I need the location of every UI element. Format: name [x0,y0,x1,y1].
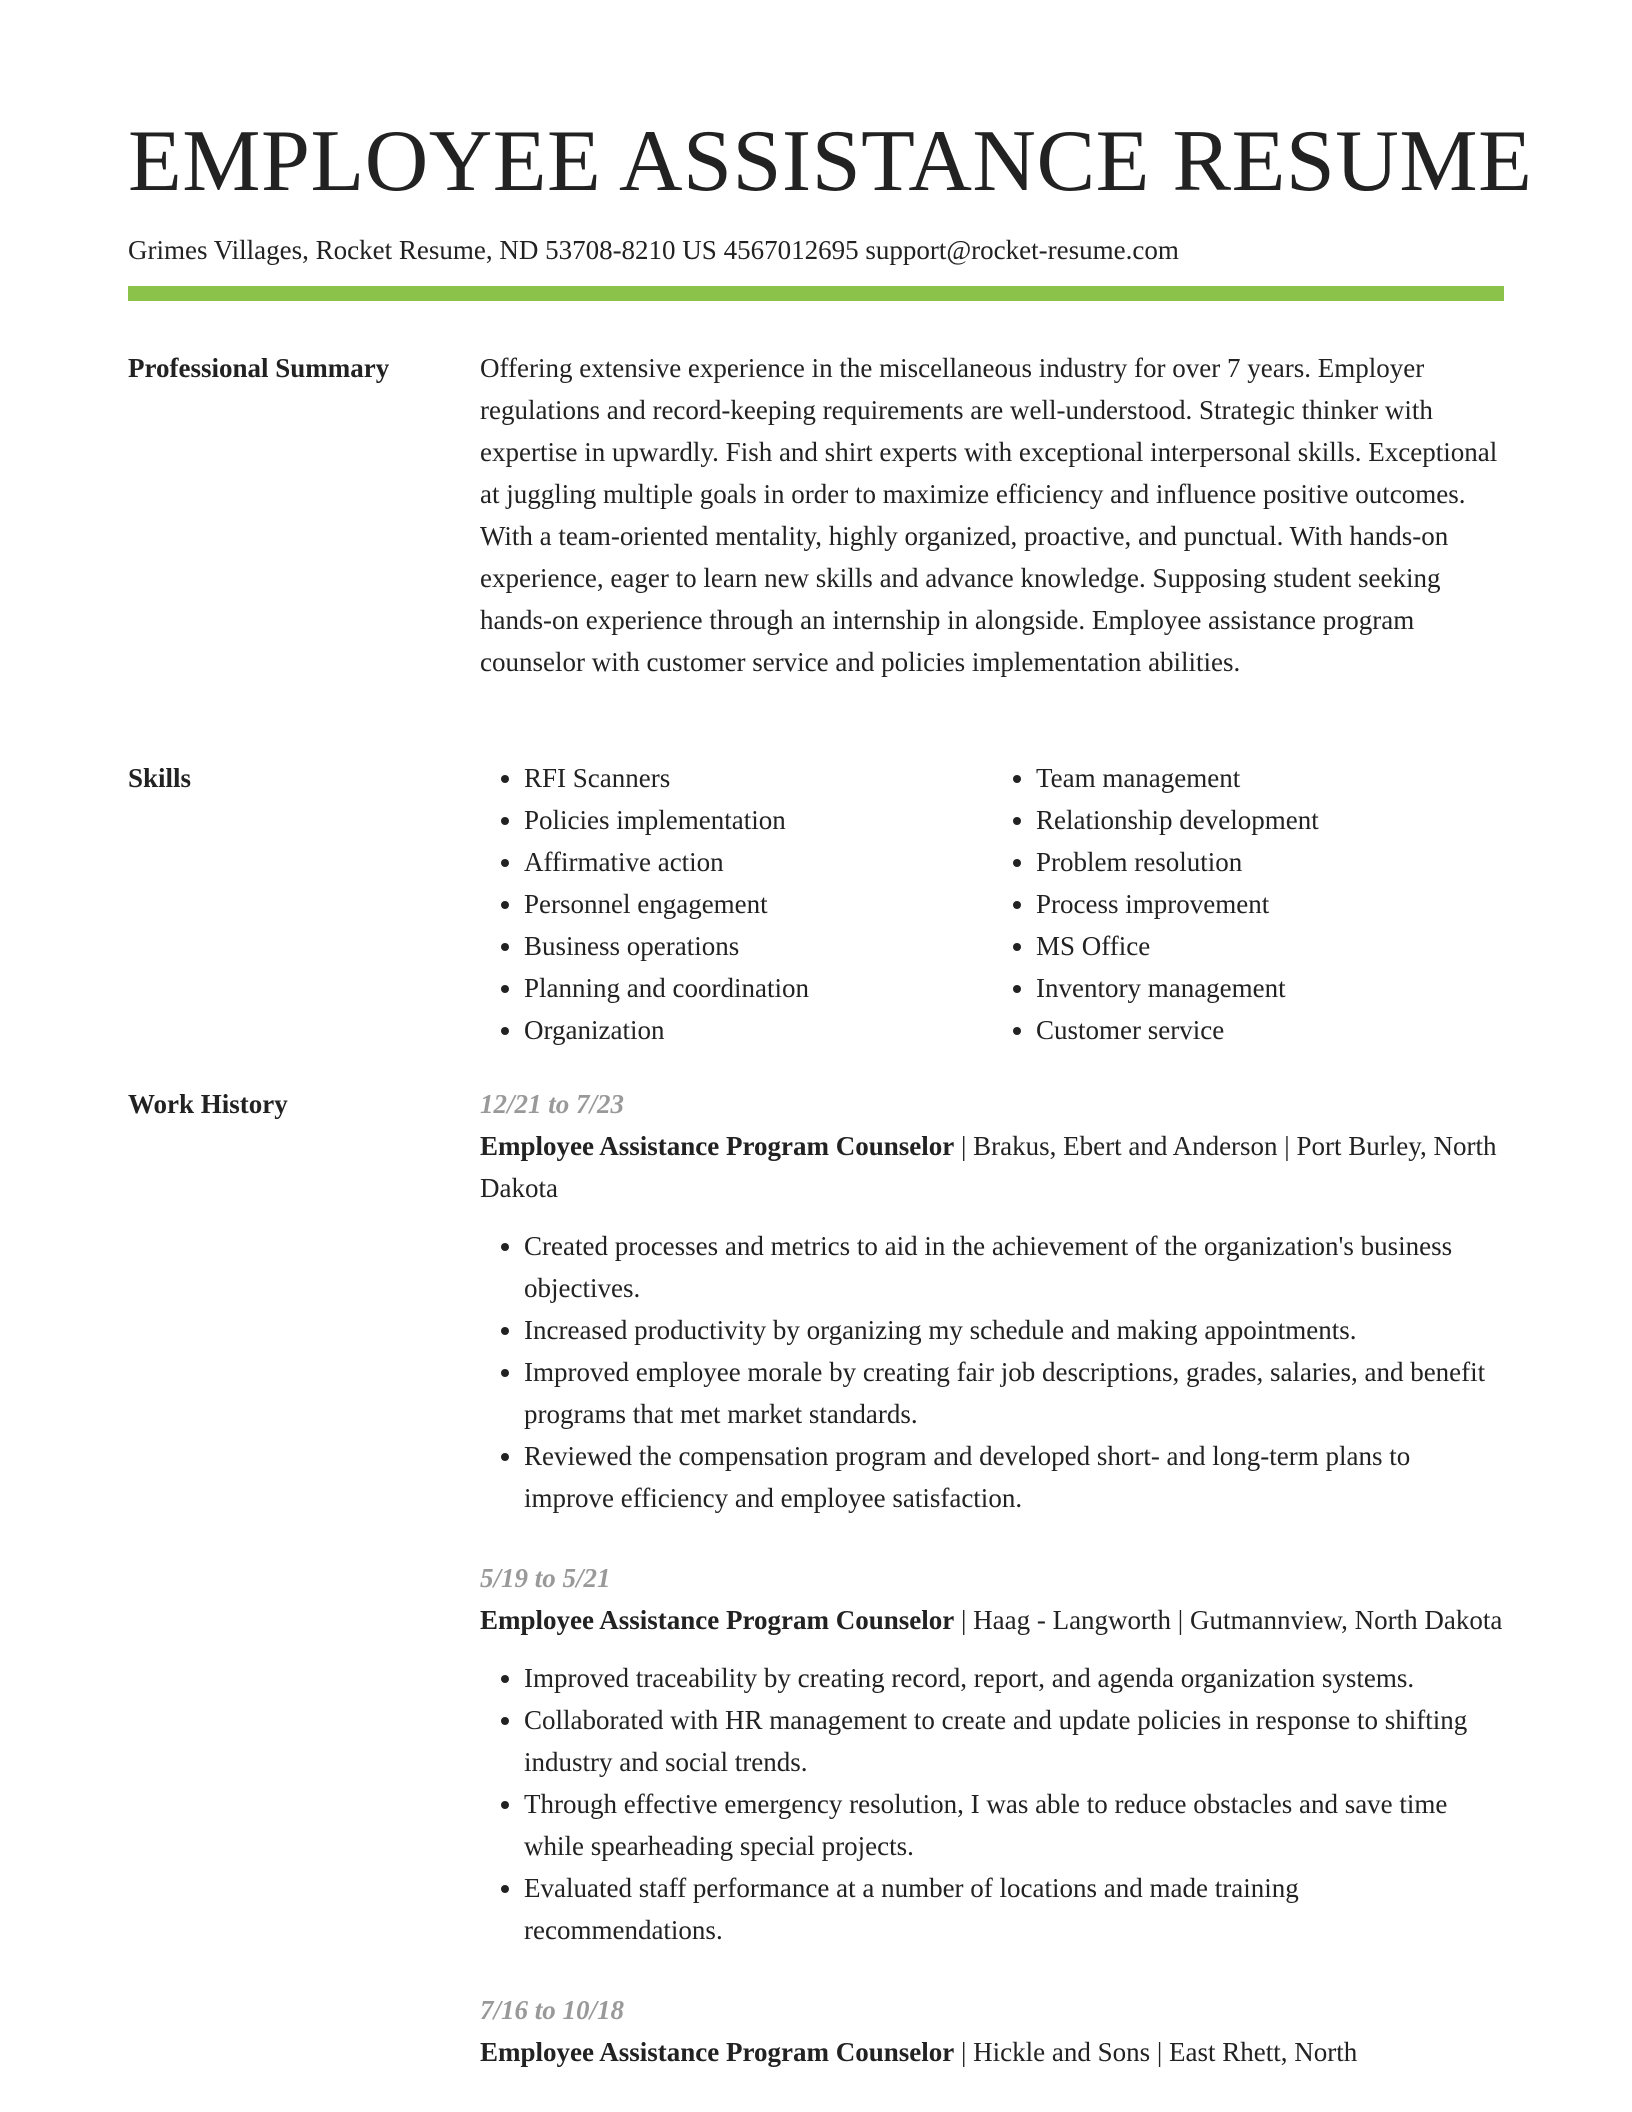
job-bullets [480,1657,1504,1951]
skill-item: • Business operations [524,925,992,967]
skill-item: • Organization [524,1009,992,1051]
skill-item: • Process improvement [1036,883,1504,925]
summary-text: Offering extensive experience in the miscellaneous industry for over 7 years. Employer regulations and record-keeping requirements are well-understood. Strategic thinker with expertise in upwardly. Fish and shirt experts with exceptional interpersonal skills. Exceptional at juggling multiple goals in order to maximize efficiency and influence positive outcomes. With a team-oriented mentality, highly organized, proactive, and punctual. With hands-on experience, eager to learn new skills and advance knowledge. Supposing student seeking hands-on experience through an internship in alongside. Employee assistance program counselor with customer service and policies implementation abilities. [480,353,1498,677]
job-bullet: • Through effective emergency resolution, I was able to reduce obstacles and save time while spearheading special projects. [524,1783,1504,1867]
skill-item: • Relationship development [1036,799,1504,841]
job-entry [480,1083,1504,1519]
skill-item: • Policies implementation [524,799,992,841]
header-divider [128,286,1504,301]
job-dates: 12/21 to 7/23 [480,1089,625,1119]
job-header [480,1599,1504,1641]
job-dates: 7/16 to 10/18 [480,1995,625,2025]
resume-title: EMPLOYEE ASSISTANCE RESUME [128,113,1533,210]
job-title: Employee Assistance Program Counselor [480,1131,955,1161]
job-details: | Haag - Langworth | Gutmannview, North Dakota [954,1605,1503,1635]
job-title: Employee Assistance Program Counselor [480,2037,955,2067]
skills-heading: Skills [128,763,192,793]
job-bullet: • Reviewed the compensation program and developed short- and long-term plans to improve efficiency and employee satisfaction. [524,1435,1504,1519]
skills-list-left [480,757,992,1051]
job-bullet: • Evaluated staff performance at a number of locations and made training recommendations. [524,1867,1504,1951]
job-bullet: • Created processes and metrics to aid in the achievement of the organization's business objectives. [524,1225,1504,1309]
skill-item: • Planning and coordination [524,967,992,1009]
job-bullet: • Improved employee morale by creating fair job descriptions, grades, salaries, and benefit programs that met market standards. [524,1351,1504,1435]
skill-item: • RFI Scanners [524,757,992,799]
job-details: | Brakus, Ebert and Anderson | Port Burley, North Dakota [480,1131,1497,1203]
skill-item: • Personnel engagement [524,883,992,925]
work-history-heading: Work History [128,1089,288,1119]
skill-item: • Customer service [1036,1009,1504,1051]
job-details: | Hickle and Sons | East Rhett, North [954,2037,1358,2067]
skill-item: • Inventory management [1036,967,1504,1009]
skill-item: • Team management [1036,757,1504,799]
skills-list-right [992,757,1504,1051]
job-dates: 5/19 to 5/21 [480,1563,611,1593]
summary-heading: Professional Summary [128,353,390,383]
job-header [480,2031,1504,2073]
skill-item: • MS Office [1036,925,1504,967]
job-entry [480,1557,1504,1951]
job-entry [480,1989,1504,2073]
skill-item: • Problem resolution [1036,841,1504,883]
job-bullet: • Improved traceability by creating record, report, and agenda organization systems. [524,1657,1504,1699]
job-header [480,1125,1504,1209]
skill-item: • Affirmative action [524,841,992,883]
contact-line: Grimes Villages, Rocket Resume, ND 53708-8210 US 4567012695 support@rocket-resume.com [128,235,1179,265]
job-bullet: • Collaborated with HR management to create and update policies in response to shifting industry and social trends. [524,1699,1504,1783]
job-title: Employee Assistance Program Counselor [480,1605,955,1635]
job-bullet: • Increased productivity by organizing my schedule and making appointments. [524,1309,1504,1351]
job-bullets [480,1225,1504,1519]
